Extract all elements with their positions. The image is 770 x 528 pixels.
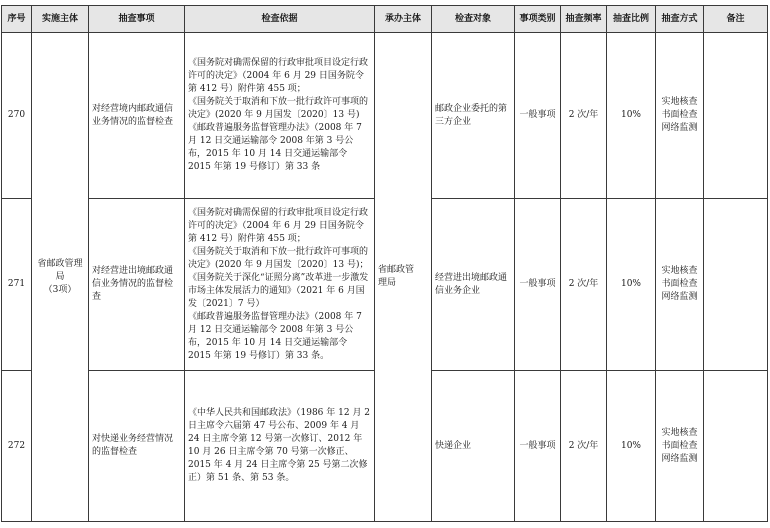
header-remark: 备注	[704, 6, 768, 33]
table-row	[2, 33, 768, 199]
row-ratio: 10%	[607, 199, 656, 371]
row-basis	[185, 199, 375, 371]
row-method: 实地核查 书面检查 网络监测	[656, 371, 704, 522]
header-row	[2, 6, 768, 33]
row-ratio: 10%	[607, 33, 656, 199]
row-category: 一般事项	[515, 199, 561, 371]
row-remark	[704, 33, 768, 199]
header-item: 抽查事项	[89, 6, 185, 33]
row-frequency: 2 次/年	[561, 199, 607, 371]
basis-line: 《国务院关于取消和下放一批行政许可事项的决定》(2020 年 9 月国发〔2020〕13 号)	[188, 97, 369, 120]
header-handler: 承办主体	[375, 6, 432, 33]
row-frequency: 2 次/年	[561, 33, 607, 199]
row-remark	[704, 199, 768, 371]
row-ratio: 10%	[607, 371, 656, 522]
header-frequency: 抽查频率	[561, 6, 607, 33]
row-method: 实地核查 书面检查 网络监测	[656, 33, 704, 199]
header-target: 检查对象	[432, 6, 515, 33]
basis-line: 《国务院对确需保留的行政审批项目设定行政许可的决定》（2004 年 6 月 29 日国务院令第 412 号）附件第 455 项；	[188, 207, 369, 244]
basis-line: 《国务院关于取消和下放一批行政许可事项的决定》(2020 年 9 月国发〔2020〕13 号)；	[188, 246, 369, 270]
row-remark	[704, 371, 768, 522]
header-subject: 实施主体	[32, 6, 89, 33]
basis-line: 《中华人民共和国邮政法》（1986 年 12 月 2 日主席令六届第 47 号公布、2009 年 4 月 24 日主席令第 12 号第一次修订、2012 年 10 月 26 日主席令第 70 号第一次修正、2015 年 4 月 24 日主席令第 25 号第二次修正）第 51 条、第 53 条。	[188, 408, 371, 483]
row-no: 272	[2, 371, 32, 522]
row-target: 邮政企业委托的第三方企业	[432, 33, 515, 199]
row-basis	[185, 33, 375, 199]
row-category: 一般事项	[515, 33, 561, 199]
basis-line: 《国务院关于深化“证照分离”改革进一步激发市场主体发展活力的通知》（2021 年 6 月国发〔2021〕7 号）	[188, 272, 369, 309]
row-category: 一般事项	[515, 371, 561, 522]
row-frequency: 2 次/年	[561, 371, 607, 522]
handler-cell: 省邮政管 理局	[375, 33, 432, 522]
row-basis	[185, 371, 375, 522]
header-basis: 检查依据	[185, 6, 375, 33]
basis-line: 《国务院对确需保留的行政审批项目设定行政许可的决定》（2004 年 6 月 29 日国务院令第 412 号）附件第 455 项；	[188, 58, 369, 94]
row-item: 对经营进出境邮政通信业务情况的监督检查	[89, 199, 185, 371]
row-method: 实地核查 书面检查 网络监测	[656, 199, 704, 371]
row-no: 270	[2, 33, 32, 199]
subject-cell: 省邮政管理局 （3项）	[32, 33, 89, 522]
header-no: 序号	[2, 6, 32, 33]
row-item: 对经营境内邮政通信业务情况的监督检查	[89, 33, 185, 199]
supervision-table	[1, 5, 768, 522]
row-target: 快递企业	[432, 371, 515, 522]
row-no: 271	[2, 199, 32, 371]
header-ratio: 抽查比例	[607, 6, 656, 33]
basis-line: 《邮政普遍服务监督管理办法》（2008 年 7 月 12 日交通运输部令 2008 年第 3 号公布，2015 年 10 月 14 日交通运输部令 2015 年第 19 号修订）第 33 条	[188, 123, 362, 172]
header-category: 事项类别	[515, 6, 561, 33]
header-method: 抽查方式	[656, 6, 704, 33]
basis-line: 《邮政普遍服务监督管理办法》（2008 年 7 月 12 日交通运输部令 2008 年第 3 号公布，2015 年 10 月 14 日交通运输部令 2015 年第 19 号修订）第 33 条。	[188, 311, 362, 361]
row-target: 经营进出境邮政通信业务企业	[432, 199, 515, 371]
row-item: 对快递业务经营情况的监督检查	[89, 371, 185, 522]
